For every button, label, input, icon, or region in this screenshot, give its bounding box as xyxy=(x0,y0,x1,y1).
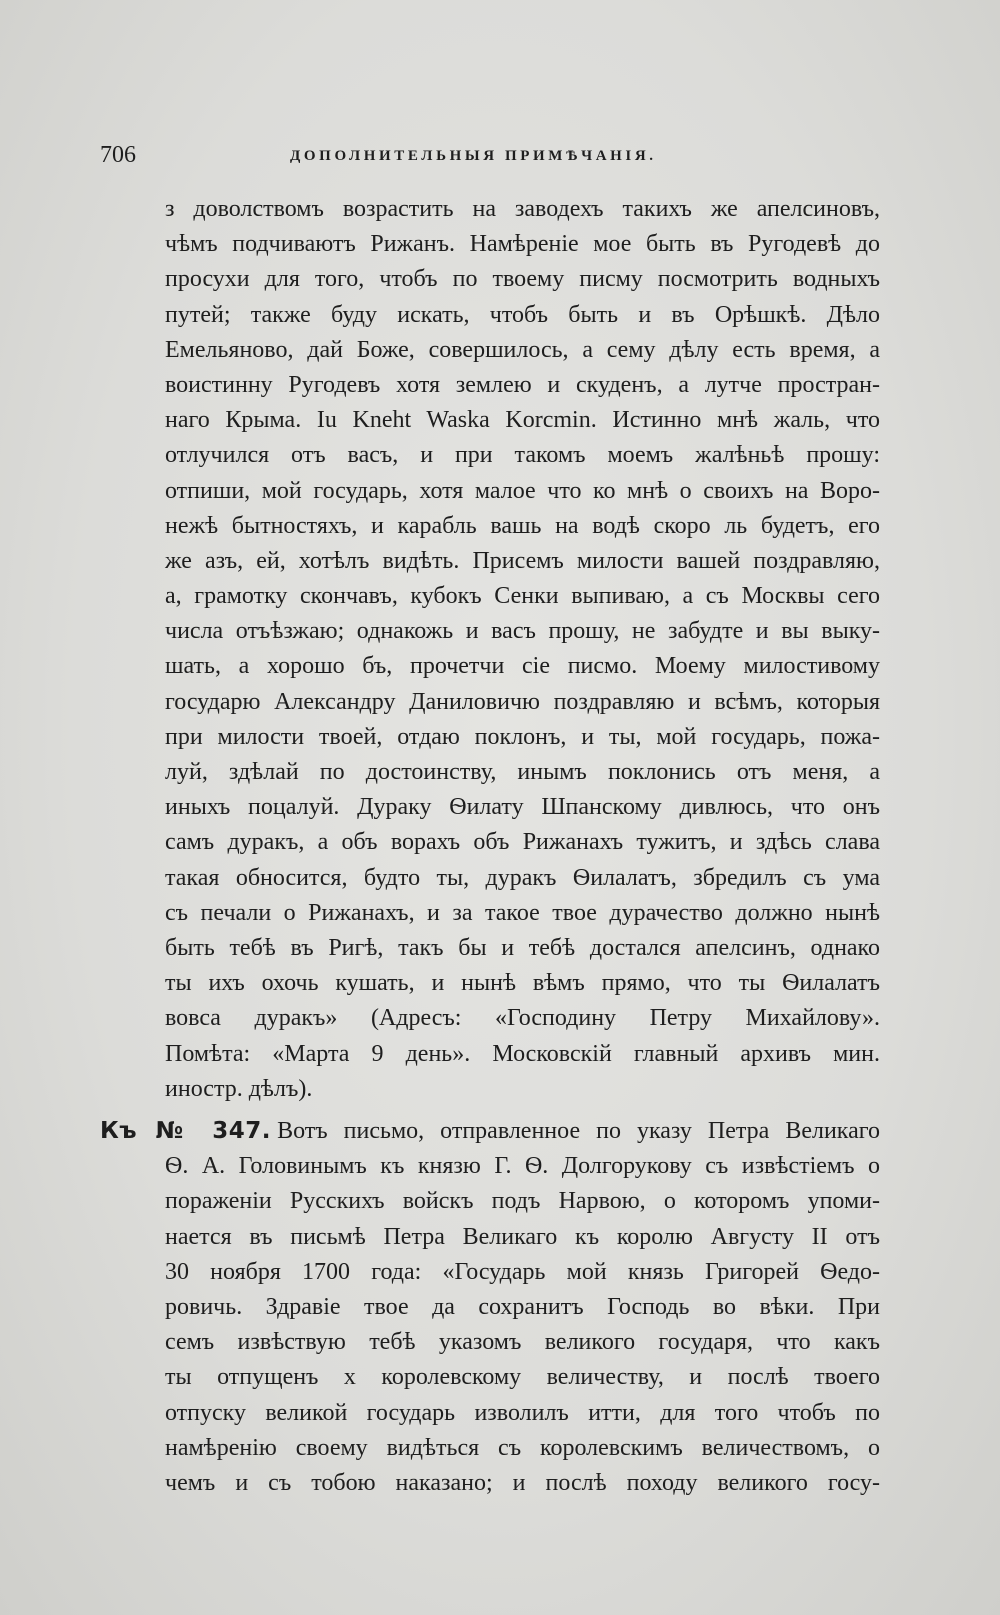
text-line: такая обносится, будто ты, дуракъ Ѳилалатъ, збредилъ съ ума xyxy=(165,864,880,891)
text-line: нается въ письмѣ Петра Великаго къ королю Августу II отъ xyxy=(165,1223,880,1250)
page-header xyxy=(100,142,720,172)
text-line: числа отъѣзжаю; однакожь и васъ прошу, не забудте и вы выку- xyxy=(165,618,880,645)
text-line: государю Александру Даниловичю поздравляю и всѣмъ, которыя xyxy=(165,688,880,715)
text-line: съ печали о Рижанахъ, и за такое твое дурачество должно нынѣ xyxy=(165,899,880,926)
text-line: 30 ноября 1700 года: «Государь мой князь Григорей Ѳедо- xyxy=(165,1258,880,1285)
text-line: вовса дуракъ» (Адресъ: «Господину Петру Михайлову». xyxy=(165,1005,880,1032)
text-line: ровичь. Здравіе твое да сохранитъ Господь во вѣки. При xyxy=(165,1293,880,1320)
text-line: шать, а хорошо бъ, прочетчи сіе писмо. Моему милостивому xyxy=(165,653,880,680)
text-line: путей; также буду искать, чтобъ быть и въ Орѣшкѣ. Дѣло xyxy=(165,301,880,328)
text-line: при милости твоей, отдаю поклонъ, и ты, мой государь, пожа- xyxy=(165,723,880,750)
text-line: воистинну Ругодевъ хотя землею и скуденъ, а лутче простран- xyxy=(165,371,880,398)
text-line: отлучился отъ васъ, и при такомъ моемъ жалѣньѣ прошу: xyxy=(165,442,880,469)
text-line: ты ихъ охочь кушать, и нынѣ вѣмъ прямо, что ты Ѳилалатъ xyxy=(165,970,880,997)
text-line: а, грамотку скончавъ, кубокъ Сенки выпиваю, а съ Москвы сего xyxy=(165,583,880,610)
text-line: наго Крыма. Iu Knеht Waska Korcmin. Истинно мнѣ жаль, что xyxy=(165,407,880,434)
page-number: 706 xyxy=(100,142,136,168)
text-line: чѣмъ подчиваютъ Рижанъ. Намѣреніе мое быть въ Ругодевѣ до xyxy=(165,231,880,258)
text-line: з доволствомъ возрастить на заводехъ такихъ же апелсиновъ, xyxy=(165,196,880,222)
text-line: отпиши, мой государь, хотя малое что ко мнѣ о своихъ на Воро- xyxy=(165,477,880,504)
text-line: же азъ, ей, хотѣлъ видѣть. Присемъ милости вашей поздравляю, xyxy=(165,547,880,574)
text-line: отпуску великой государь изволилъ итти, для того чтобъ по xyxy=(165,1399,880,1426)
text-line: иныхъ поцалуй. Дураку Ѳилату Шпанскому дивлюсь, что онъ xyxy=(165,794,880,821)
running-title: ДОПОЛНИТЕЛЬНЫЯ ПРИМѢЧАНІЯ. xyxy=(290,148,657,164)
text-line: пораженіи Русскихъ войскъ подъ Нарвою, о которомъ упоми- xyxy=(165,1188,880,1215)
text-line: иностр. дѣлъ). xyxy=(165,1075,313,1102)
text-line: Ѳ. А. Головинымъ къ князю Г. Ѳ. Долгорукову съ извѣстіемъ о xyxy=(165,1153,880,1180)
text-line: ты отпущенъ х королевскому величеству, и послѣ твоего xyxy=(165,1364,880,1391)
text-line: луй, здѣлай по достоинству, инымъ поклонись отъ меня, а xyxy=(165,759,880,785)
text-line: нежѣ бытностяхъ, и карабль вашь на водѣ скоро ль будетъ, его xyxy=(165,512,880,539)
text-line: намѣренію своему видѣться съ королевскимъ величествомъ, о xyxy=(165,1434,880,1461)
text-line: Помѣта: «Марта 9 день». Московскій главный архивъ мин. xyxy=(165,1040,880,1067)
section-first-line-text: Вотъ письмо, отправленное по указу Петра Великаго xyxy=(277,1118,880,1144)
text-line: самъ дуракъ, а объ ворахъ объ Рижанахъ тужитъ, и здѣсь слава xyxy=(165,829,880,856)
section-first-line xyxy=(100,1114,880,1149)
text-line: просухи для того, чтобъ по твоему писму посмотрить водныхъ xyxy=(165,266,880,293)
text-line: семъ извѣствую тебѣ указомъ великого государя, что какъ xyxy=(165,1329,880,1356)
text-line: быть тебѣ въ Ригѣ, такъ бы и тебѣ достался апелсинъ, однако xyxy=(165,934,880,961)
text-line: Емельяново, дай Боже, совершилось, а сему дѣлу есть время, а xyxy=(165,336,880,363)
text-line: чемъ и съ тобою наказано; и послѣ походу великого госу- xyxy=(165,1469,880,1496)
continuation-paragraph xyxy=(165,192,880,1107)
note-section-347 xyxy=(100,1114,880,1501)
section-heading: Къ № 347. xyxy=(100,1118,272,1144)
